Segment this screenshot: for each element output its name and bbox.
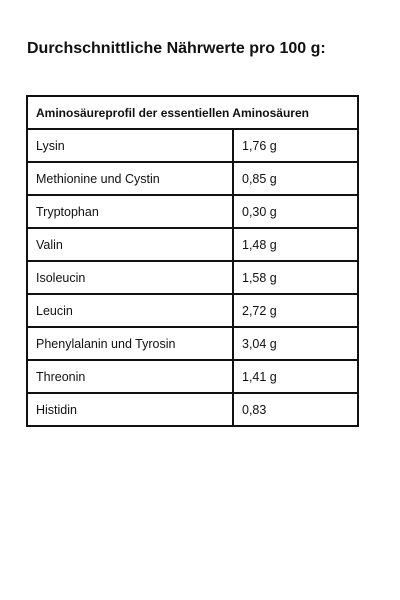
table-header-row [27, 96, 358, 129]
table-row [27, 327, 358, 360]
table-row [27, 294, 358, 327]
table-row [27, 393, 358, 426]
amino-acid-name: Leucin [27, 294, 233, 327]
table-row [27, 228, 358, 261]
amino-acid-value: 0,30 g [233, 195, 358, 228]
table-row [27, 360, 358, 393]
amino-acid-name: Phenylalanin und Tyrosin [27, 327, 233, 360]
table-row [27, 162, 358, 195]
amino-acid-name: Valin [27, 228, 233, 261]
amino-acid-value: 1,76 g [233, 129, 358, 162]
amino-acid-name: Tryptophan [27, 195, 233, 228]
table-header: Aminosäureprofil der essentiellen Aminosäuren [27, 96, 358, 129]
table-row [27, 129, 358, 162]
amino-acid-name: Lysin [27, 129, 233, 162]
amino-acid-value: 1,41 g [233, 360, 358, 393]
amino-acid-table [26, 95, 359, 427]
amino-acid-value: 2,72 g [233, 294, 358, 327]
table-row [27, 195, 358, 228]
amino-acid-value: 0,85 g [233, 162, 358, 195]
amino-acid-name: Methionine und Cystin [27, 162, 233, 195]
amino-acid-name: Threonin [27, 360, 233, 393]
amino-acid-name: Histidin [27, 393, 233, 426]
page-title: Durchschnittliche Nährwerte pro 100 g: [27, 40, 326, 57]
amino-acid-value: 1,58 g [233, 261, 358, 294]
amino-acid-value: 1,48 g [233, 228, 358, 261]
amino-acid-value: 3,04 g [233, 327, 358, 360]
amino-acid-name: Isoleucin [27, 261, 233, 294]
table-row [27, 261, 358, 294]
amino-acid-value: 0,83 [233, 393, 358, 426]
